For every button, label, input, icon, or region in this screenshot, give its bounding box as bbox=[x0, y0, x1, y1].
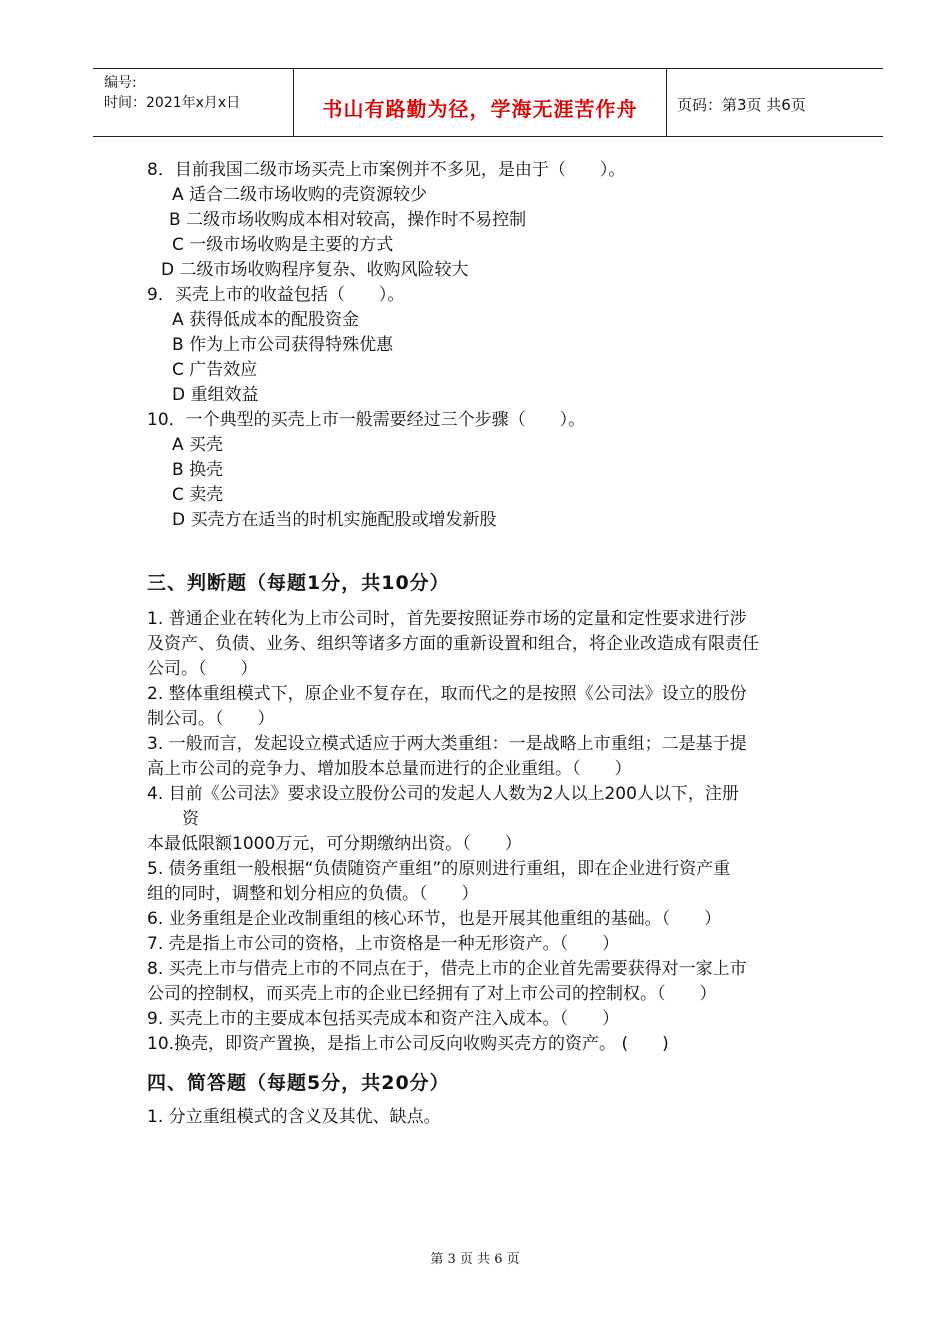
multiple-choice-line: 10．一个典型的买壳上市一般需要经过三个步骤（ ）。 bbox=[147, 410, 586, 430]
multiple-choice-line: A 获得低成本的配股资金 bbox=[172, 310, 360, 330]
section-title-short-answer: 四、简答题（每题5分，共20分） bbox=[147, 1072, 450, 1094]
multiple-choice-line: C 广告效应 bbox=[172, 360, 258, 380]
true-false-line: 资 bbox=[182, 809, 199, 829]
multiple-choice-line: D 二级市场收购程序复杂、收购风险较大 bbox=[161, 260, 469, 280]
header-meta-cell bbox=[93, 69, 294, 136]
true-false-line: 5. 债务重组一般根据“负债随资产重组”的原则进行重组，即在企业进行资产重 bbox=[147, 859, 731, 879]
true-false-line: 本最低限额1000万元，可分期缴纳出资。（ ） bbox=[147, 834, 522, 854]
page-info: 页码：第3页 共6页 bbox=[677, 96, 806, 114]
multiple-choice-line: A 适合二级市场收购的壳资源较少 bbox=[172, 185, 428, 205]
motto: 书山有路勤为径，学海无涯苦作舟 bbox=[322, 97, 638, 121]
multiple-choice-line: C 卖壳 bbox=[172, 485, 224, 505]
multiple-choice-line: A 买壳 bbox=[172, 435, 224, 455]
multiple-choice-line: D 重组效益 bbox=[172, 385, 259, 405]
true-false-line: 及资产、负债、业务、组织等诸多方面的重新设置和组合，将企业改造成有限责任 bbox=[147, 634, 759, 654]
section-title-judgment: 三、判断题（每题1分，共10分） bbox=[147, 572, 450, 594]
header-motto-cell bbox=[294, 69, 667, 136]
multiple-choice-line: B 作为上市公司获得特殊优惠 bbox=[172, 335, 394, 355]
true-false-line: 4. 目前《公司法》要求设立股份公司的发起人人数为2人以上200人以下，注册 bbox=[147, 784, 739, 804]
true-false-line: 10.换壳，即资产置换，是指上市公司反向收购买壳方的资产。 ( ) bbox=[147, 1034, 669, 1054]
true-false-line: 7. 壳是指上市公司的资格，上市资格是一种无形资产。（ ） bbox=[147, 934, 620, 954]
true-false-line: 8. 买壳上市与借壳上市的不同点在于，借壳上市的企业首先需要获得对一家上市 bbox=[147, 959, 747, 979]
multiple-choice-line: B 换壳 bbox=[172, 460, 224, 480]
true-false-line: 高上市公司的竞争力、增加股本总量而进行的企业重组。（ ） bbox=[147, 759, 632, 779]
multiple-choice-line: B 二级市场收购成本相对较高，操作时不易控制 bbox=[169, 210, 527, 230]
short-answer-line: 1. 分立重组模式的含义及其优、缺点。 bbox=[147, 1107, 441, 1127]
multiple-choice-line: D 买壳方在适当的时机实施配股或增发新股 bbox=[172, 510, 497, 530]
multiple-choice-line: C 一级市场收购是主要的方式 bbox=[172, 235, 394, 255]
page-footer: 第 3 页 共 6 页 bbox=[430, 1252, 520, 1267]
true-false-line: 2. 整体重组模式下，原企业不复存在，取而代之的是按照《公司法》设立的股份 bbox=[147, 684, 747, 704]
time-label: 时间：2021年x月x日 bbox=[104, 95, 241, 111]
true-false-line: 9. 买壳上市的主要成本包括买壳成本和资产注入成本。（ ） bbox=[147, 1009, 620, 1029]
true-false-line: 组的同时，调整和划分相应的负债。（ ） bbox=[147, 884, 479, 904]
multiple-choice-line: 9．买壳上市的收益包括（ ）。 bbox=[147, 285, 405, 305]
code-label: 编号: bbox=[104, 75, 137, 91]
header-page-cell bbox=[667, 69, 883, 136]
true-false-line: 制公司。（ ） bbox=[147, 709, 275, 729]
page-header bbox=[93, 68, 883, 137]
multiple-choice-line: 8．目前我国二级市场买壳上市案例并不多见，是由于（ ）。 bbox=[147, 160, 626, 180]
true-false-line: 3. 一般而言，发起设立模式适应于两大类重组：一是战略上市重组；二是基于提 bbox=[147, 734, 747, 754]
true-false-line: 公司。（ ） bbox=[147, 659, 258, 679]
true-false-line: 1. 普通企业在转化为上市公司时，首先要按照证券市场的定量和定性要求进行涉 bbox=[147, 609, 747, 629]
true-false-line: 6. 业务重组是企业改制重组的核心环节，也是开展其他重组的基础。（ ） bbox=[147, 909, 722, 929]
true-false-line: 公司的控制权，而买壳上市的企业已经拥有了对上市公司的控制权。（ ） bbox=[147, 984, 717, 1004]
